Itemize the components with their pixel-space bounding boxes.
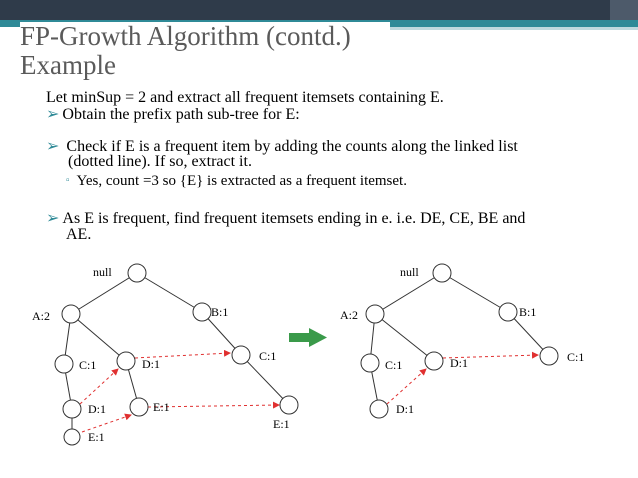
node-b bbox=[193, 303, 211, 321]
label-a: A:2 bbox=[32, 309, 50, 323]
node-d2 bbox=[370, 400, 388, 418]
bullet-arrow-icon: ➢ bbox=[46, 106, 60, 123]
edge-null-a bbox=[375, 273, 442, 314]
node-a bbox=[62, 305, 80, 323]
link-d-d bbox=[80, 369, 118, 404]
bullet-arrow-icon: ➢ bbox=[46, 210, 60, 227]
node-c bbox=[55, 355, 73, 373]
label-b: B:1 bbox=[519, 305, 537, 319]
slide-title-line2: Example bbox=[20, 50, 116, 80]
bullet-arrow-icon: ➢ bbox=[46, 138, 60, 155]
prefix-path-text: Obtain the prefix path sub-tree for E: bbox=[62, 106, 300, 123]
node-d bbox=[425, 352, 443, 370]
node-c bbox=[361, 354, 379, 372]
transform-arrow-icon bbox=[289, 328, 327, 347]
node-e2 bbox=[64, 429, 80, 445]
frequent-itemsets-text: As E is frequent, find frequent itemsets ending in e. i.e. DE, CE, BE and bbox=[62, 210, 526, 227]
sub-bullet-icon: ▫ bbox=[66, 175, 70, 186]
label-e3: E:1 bbox=[273, 417, 290, 431]
label-d: D:1 bbox=[142, 357, 160, 371]
check-frequent-text: Check if E is a frequent item by adding the counts along the linked list bbox=[66, 138, 518, 155]
edge-null-b bbox=[137, 273, 202, 312]
left-node-links bbox=[80, 353, 279, 432]
edge-null-b bbox=[442, 273, 508, 312]
slide-title-line1: FP-Growth Algorithm (contd.) bbox=[20, 21, 351, 51]
node-c2 bbox=[232, 346, 250, 364]
label-c2: C:1 bbox=[259, 349, 277, 363]
label-d: D:1 bbox=[450, 356, 468, 370]
count-text: Yes, count =3 so {E} is extracted as a frequent itemset. bbox=[76, 173, 407, 189]
node-null bbox=[433, 264, 451, 282]
label-e2: E:1 bbox=[88, 430, 105, 444]
edge-a-d bbox=[71, 314, 126, 361]
label-b: B:1 bbox=[211, 305, 229, 319]
label-c2: C:1 bbox=[567, 350, 585, 364]
label-e: E:1 bbox=[153, 400, 170, 414]
node-d2 bbox=[63, 400, 81, 418]
node-b bbox=[499, 303, 517, 321]
node-e3 bbox=[280, 396, 298, 414]
label-c: C:1 bbox=[385, 358, 403, 372]
node-a bbox=[366, 305, 384, 323]
minsup-text: Let minSup = 2 and extract all frequent itemsets containing E. bbox=[46, 89, 444, 106]
check-frequent-text-cont: (dotted line). If so, extract it. bbox=[68, 153, 252, 170]
label-null: null bbox=[400, 265, 419, 279]
label-c: C:1 bbox=[79, 358, 97, 372]
node-d bbox=[117, 352, 135, 370]
label-a: A:2 bbox=[340, 308, 358, 322]
right-tree bbox=[370, 273, 549, 409]
label-d2: D:1 bbox=[396, 402, 414, 416]
node-c2 bbox=[540, 347, 558, 365]
label-null: null bbox=[93, 265, 112, 279]
label-d2: D:1 bbox=[88, 402, 106, 416]
node-e bbox=[130, 398, 148, 416]
link-d-d bbox=[387, 369, 426, 404]
edge-a-d bbox=[375, 314, 434, 361]
edge-null-a bbox=[71, 273, 137, 314]
node-null bbox=[128, 264, 146, 282]
frequent-itemsets-text-cont: AE. bbox=[66, 226, 92, 243]
